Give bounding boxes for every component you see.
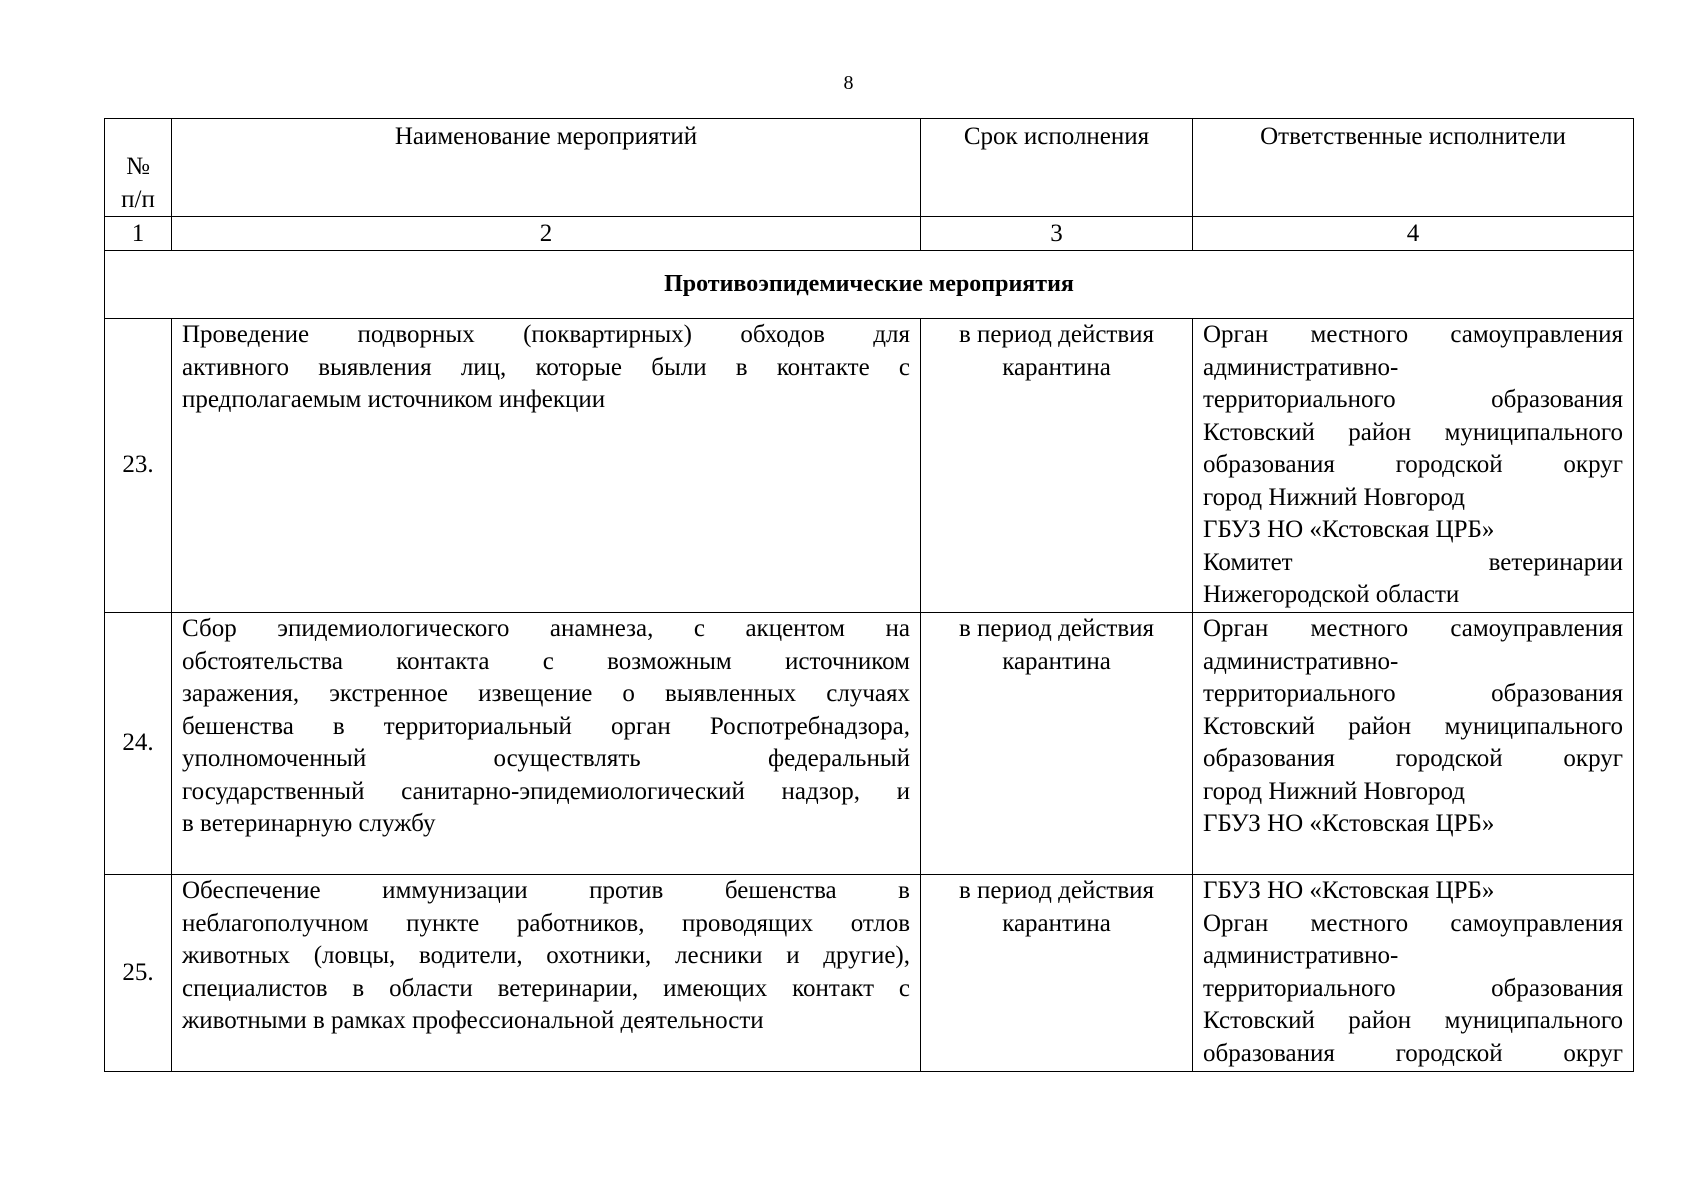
page-number: 8 <box>843 72 854 94</box>
column-index: 3 <box>921 217 1193 251</box>
responsible-line: Кстовский район муниципального <box>1203 712 1623 740</box>
description-line: в ветеринарную службу <box>182 810 436 837</box>
description-line: Проведение подворных (поквартирных) обходов для <box>182 321 910 348</box>
description-line: обстоятельства контакта с возможным источником <box>182 647 910 675</box>
responsible-line: Орган местного самоуправления <box>1203 321 1623 348</box>
responsible-line: образования городской округ <box>1203 1039 1623 1067</box>
responsible-line: административно- <box>1203 353 1399 381</box>
row-number: 25. <box>105 875 172 1072</box>
responsible-line: город Нижний Новгород <box>1203 483 1465 511</box>
description-line: бешенства в территориальный орган Роспотребнадзора, <box>182 712 910 740</box>
row-term <box>921 319 1193 613</box>
section-row <box>105 251 1634 319</box>
column-index-row <box>105 217 1634 251</box>
term-line: карантина <box>1002 909 1111 937</box>
row-number: 24. <box>105 613 172 875</box>
term-line: в период действия <box>958 615 1155 642</box>
responsible-line: Орган местного самоуправления <box>1203 615 1623 642</box>
responsible-line: Кстовский район муниципального <box>1203 1007 1623 1034</box>
description-line: неблагополучном пункте работников, проводящих отлов <box>182 909 910 937</box>
column-index: 2 <box>172 217 921 251</box>
responsible-line: Кстовский район муниципального <box>1203 418 1623 446</box>
term-line: в период действия <box>958 877 1155 904</box>
table-row <box>105 613 1634 875</box>
row-description <box>172 319 921 613</box>
section-title: Противоэпидемические мероприятия <box>105 251 1634 319</box>
header-number <box>105 119 172 217</box>
row-number: 23. <box>105 319 172 613</box>
table-row <box>105 875 1634 1072</box>
header-number-abbr: п/п <box>121 185 155 213</box>
responsible-line: административно- <box>1203 647 1399 675</box>
row-responsible <box>1193 319 1634 613</box>
responsible-line: образования городской округ <box>1203 745 1623 772</box>
header-name: Наименование мероприятий <box>172 119 921 217</box>
measures-table <box>104 118 1634 1072</box>
responsible-line: ГБУЗ НО «Кстовская ЦРБ» <box>1203 810 1495 837</box>
responsible-line: Орган местного самоуправления <box>1203 909 1623 937</box>
description-line: Обеспечение иммунизации против бешенства в <box>182 877 910 904</box>
description-line: предполагаемым источником инфекции <box>182 386 606 413</box>
row-responsible <box>1193 875 1634 1072</box>
responsible-line: административно- <box>1203 942 1399 969</box>
description-line: уполномоченный осуществлять федеральный <box>182 745 910 772</box>
header-responsible: Ответственные исполнители <box>1193 119 1634 217</box>
table-row <box>105 319 1634 613</box>
term-line: карантина <box>1002 353 1111 381</box>
header-number-symbol: № <box>126 153 150 180</box>
column-index: 4 <box>1193 217 1634 251</box>
description-line: специалистов в области ветеринарии, имеющих контакт с <box>182 974 910 1002</box>
row-term <box>921 613 1193 875</box>
responsible-line: город Нижний Новгород <box>1203 777 1465 805</box>
description-line: активного выявления лиц, которые были в контакте с <box>182 353 910 381</box>
responsible-line: ГБУЗ НО «Кстовская ЦРБ» <box>1203 516 1495 543</box>
row-description <box>172 613 921 875</box>
row-responsible <box>1193 613 1634 875</box>
description-line: животных (ловцы, водители, охотники, лесники и другие), <box>182 942 910 969</box>
row-term <box>921 875 1193 1072</box>
responsible-line: ГБУЗ НО «Кстовская ЦРБ» <box>1203 877 1495 904</box>
responsible-line: Комитет ветеринарии <box>1203 548 1623 576</box>
term-line: в период действия <box>958 321 1155 348</box>
responsible-line: территориального образования <box>1203 680 1623 707</box>
term-line: карантина <box>1002 647 1111 675</box>
header-term: Срок исполнения <box>921 119 1193 217</box>
description-line: Сбор эпидемиологического анамнеза, с акцентом на <box>182 615 910 642</box>
column-index: 1 <box>105 217 172 251</box>
description-line: государственный санитарно-эпидемиологический надзор, и <box>182 777 910 805</box>
description-line: животными в рамках профессиональной деятельности <box>182 1007 764 1034</box>
row-description <box>172 875 921 1072</box>
responsible-line: территориального образования <box>1203 386 1623 413</box>
responsible-line: территориального образования <box>1203 974 1623 1002</box>
responsible-line: Нижегородской области <box>1203 581 1460 608</box>
responsible-line: образования городской округ <box>1203 451 1623 478</box>
description-line: заражения, экстренное извещение о выявленных случаях <box>182 680 910 707</box>
header-row <box>105 119 1634 217</box>
